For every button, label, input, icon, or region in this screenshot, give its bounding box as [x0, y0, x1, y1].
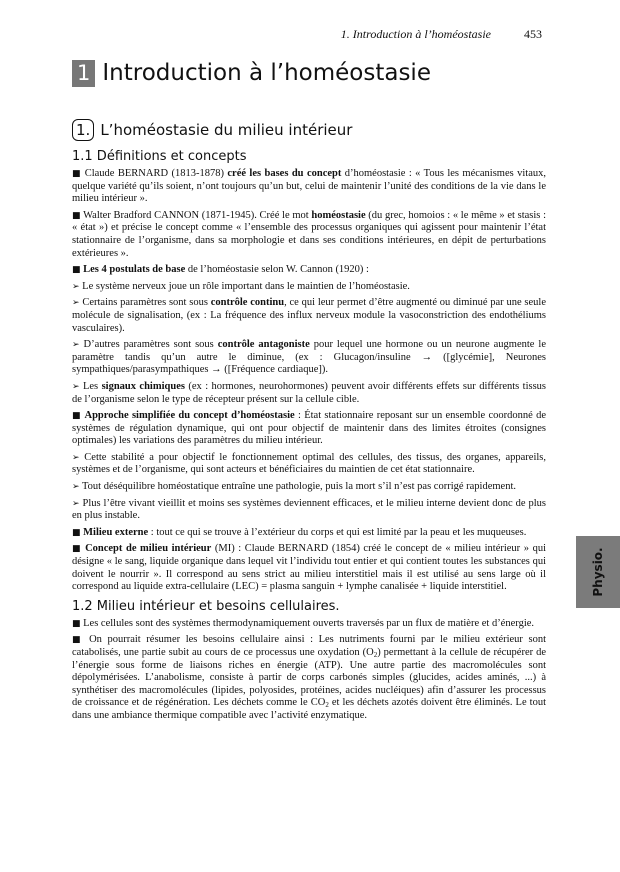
- paragraph: ■ Claude BERNARD (1813-1878) créé les bases du concept d’homéostasie : « Tous les mécanismes vitaux, quelque variété qu’ils soient, n’ont toujours qu’un but, celui de maintenir l’unité des conditions de la vie dans le milieu intérieur ».: [72, 168, 547, 205]
- black-square-bullet-icon: ■: [72, 527, 81, 538]
- arrowhead-bullet-icon: ➢: [72, 482, 80, 493]
- body-text: [72, 146, 546, 727]
- paragraph: ■ Milieu externe : tout ce qui se trouve à l’extérieur du corps et qui est limité par la peau et les muqueuses.: [72, 526, 527, 538]
- chapter-heading: [72, 60, 552, 87]
- black-square-bullet-icon: ■: [72, 265, 81, 276]
- arrowhead-bullet-icon: ➢: [72, 298, 80, 309]
- paragraph: ■ Approche simplifiée du concept d’homéostasie : État stationnaire reposant sur un ensemble coordonné de systèmes de régulation dynamique, qui ont pour objectif de maintenir dans des limites étroites (consignes optimales) les variations des paramètres du milieu intérieur.: [72, 410, 547, 447]
- black-square-bullet-icon: ■: [72, 169, 82, 179]
- paragraph: ■ Walter Bradford CANNON (1871-1945). Créé le mot homéostasie (du grec, homoios : « le même » et stasis : « état ») et précise le concept comme « l’ensemble des processus organiques qui agissent pour maintenir l’état stationnaire de l’organisme, dans sa morphologie et dans ses conditions intérieures, en dépit de perturbations extérieures ».: [72, 209, 547, 259]
- arrowhead-bullet-icon: ➢: [72, 281, 80, 292]
- arrowhead-bullet-icon: ➢: [72, 381, 80, 392]
- chapter-title: Introduction à l’homéostasie: [102, 60, 431, 86]
- arrowhead-bullet-icon: ➢: [72, 452, 80, 463]
- black-square-bullet-icon: ■: [72, 411, 82, 422]
- arrowhead-bullet-icon: ➢: [72, 340, 80, 351]
- running-head-title: 1. Introduction à l’homéostasie: [340, 27, 491, 41]
- list-item: ➢ D’autres paramètres sont sous contrôle antagoniste pour lequel une hormone ou un neurone augmente le paramètre tandis qu’un autre le diminue, (ex : Glucagon/insuline → ([glycémie], Neurones sympathiques/parasympathiques → ([Fréquence cardiaque]).: [72, 339, 546, 376]
- black-square-bullet-icon: ■: [72, 618, 81, 629]
- list-item: ➢ Plus l’être vivant vieillit et moins ses systèmes deviennent efficaces, et le milieu interne devient donc de plus en plus instable.: [72, 497, 547, 522]
- section-title: L’homéostasie du milieu intérieur: [100, 121, 353, 139]
- subsection-heading: 1.1 Définitions et concepts: [72, 149, 247, 164]
- subsection-heading: 1.2 Milieu intérieur et besoins cellulaires.: [72, 598, 340, 614]
- arrowhead-bullet-icon: ➢: [72, 498, 80, 509]
- chapter-number: 1: [72, 60, 95, 87]
- paragraph: ■ Les 4 postulats de base de l’homéostasie selon W. Cannon (1920) :: [72, 264, 369, 276]
- list-item: ➢ Tout déséquilibre homéostatique entraîne une pathologie, puis la mort s’il n’est pas corrigé rapidement.: [72, 481, 517, 493]
- paragraph: ■ On pourrait résumer les besoins cellulaire ainsi : Les nutriments fourni par le milieu extérieur sont catabolisés, une partie subit au cours de ce processus une oxydation $(O_2)$ permettant à la cellule de récupérer de l’énergie sous forme de liaisons riches en énergie (ATP). Une autre partie des macromolécules sont dépolymérisées. L’anabolisme, consiste à partir de corps carbonés simples (glucides, acides aminés, ...) à synthétiser des macromolécules (lipides, polyosides, protéines, acides nucléiques) afin d’assurer les processus de croissance et de régénération. Les déchets comme le $CO_2$ et les déchets azotés doivent être éliminés. Le tout dans une ambiance thermique compatible avec l’activité enzymatique.: [72, 634, 547, 721]
- section-number: 1.: [72, 119, 94, 141]
- black-square-bullet-icon: ■: [72, 210, 81, 221]
- list-item: ➢ Certains paramètres sont sous contrôle continu, ce qui leur permet d’être augmenté ou diminué par une seule molécule de signalisation, (ex : La fréquence des influx nerveux module la vasoconstriction des endothéliums vasculaires).: [72, 297, 546, 334]
- thumb-index-tab: [576, 536, 620, 608]
- list-item: ➢ Les signaux chimiques (ex : hormones, neurohormones) peuvent avoir différents effets sur différents tissus de l’organisme selon le type de récepteur présent sur la cellule cible.: [72, 380, 547, 405]
- thumb-tab-label: Physio.: [591, 547, 605, 597]
- page-number: 453: [524, 27, 542, 41]
- list-item: ➢ Le système nerveux joue un rôle important dans le maintien de l’homéostasie.: [72, 280, 410, 292]
- list-item: ➢ Cette stabilité a pour objectif le fonctionnement optimal des cellules, des tissus, des organes, appareils, systèmes et de l’organisme, qui sont acteurs et bénéficiaires du maintien de cet état stationnaire.: [72, 451, 546, 476]
- section-heading: [72, 119, 552, 141]
- black-square-bullet-icon: ■: [72, 544, 82, 555]
- paragraph: ■ Les cellules sont des systèmes thermodynamiquement ouverts traversés par un flux de matière et d’énergie.: [72, 617, 535, 629]
- paragraph: ■ Concept de milieu intérieur (MI) : Claude BERNARD (1854) créé le concept de « milieu intérieur » qui désigne « le sang, liquide organique dans lequel vit l’individu tout entier et qui contient toutes les substances qui doivent le nourrir ». Il correspond au sens strict au milieu interstitiel mais il est utilisé au sens large où il correspond au liquide extra-cellulaire (LEC) = plasma sanguin + lymphe canalisée + liquide interstitiel.: [72, 543, 547, 593]
- black-square-bullet-icon: ■: [72, 635, 84, 646]
- running-head: [341, 27, 542, 42]
